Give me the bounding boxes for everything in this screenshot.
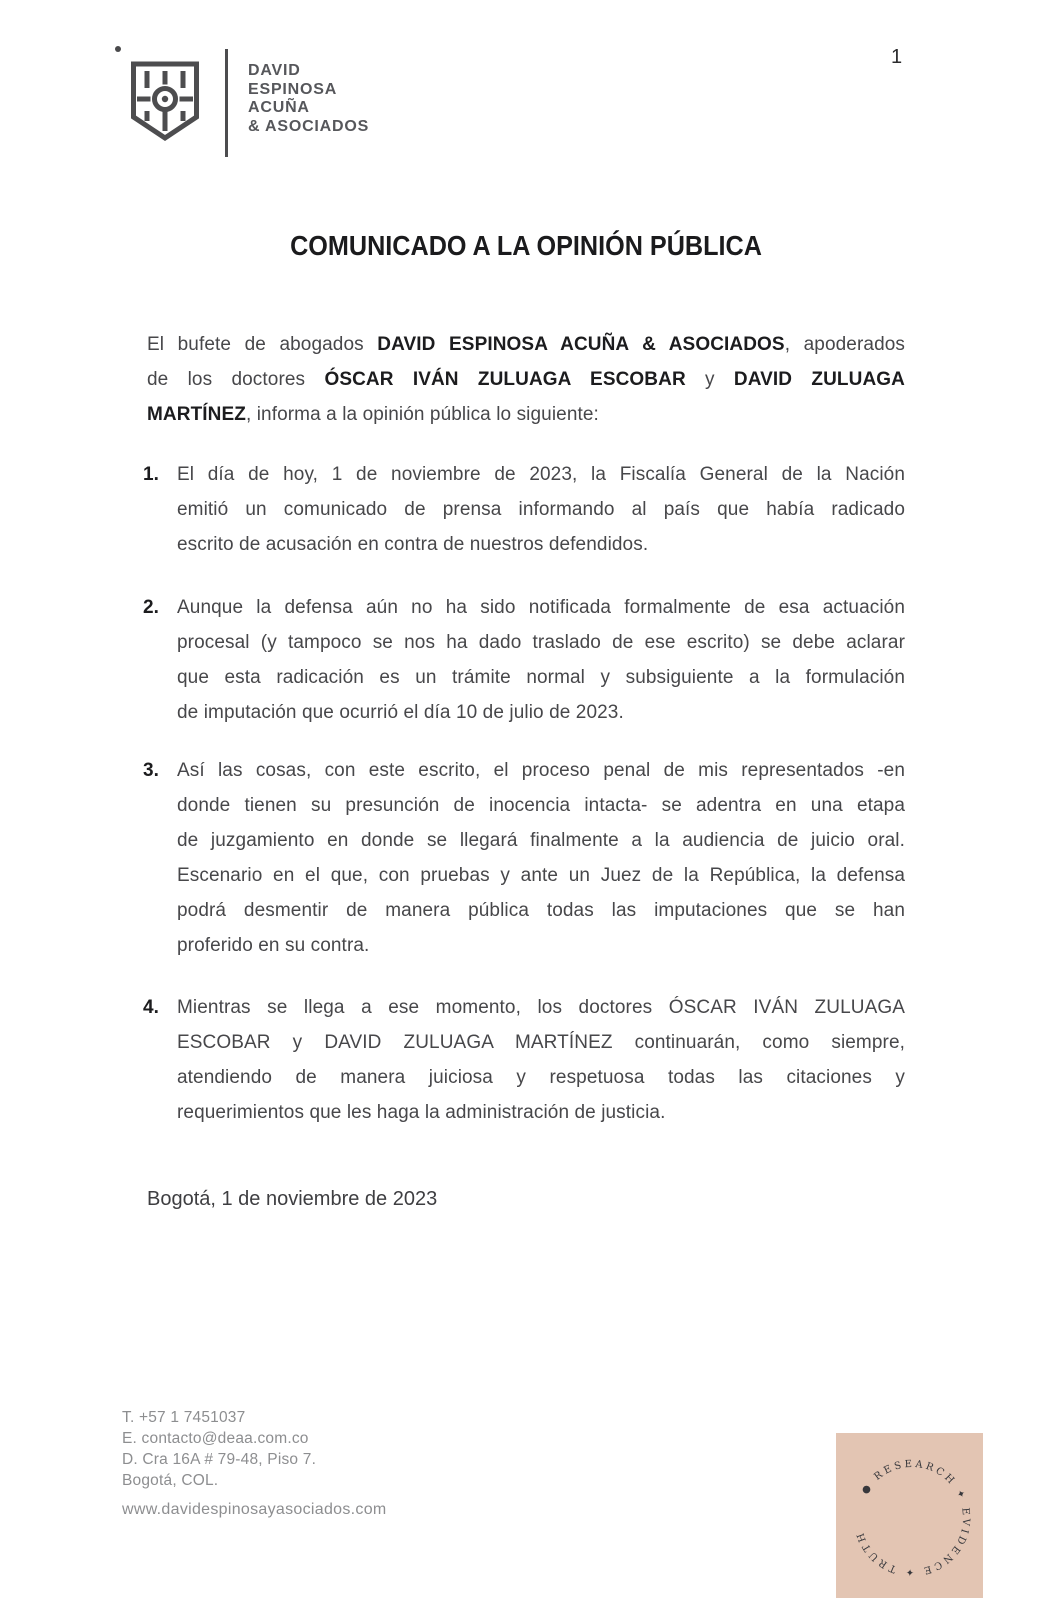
text-line: Mientras se llega a ese momento, los doctores ÓSCAR IVÁN ZULUAGA bbox=[177, 997, 905, 1018]
truth-research-evidence-stamp bbox=[836, 1433, 983, 1598]
footer-contact bbox=[122, 1407, 316, 1491]
list-item-number: 3. bbox=[143, 760, 159, 781]
text-line: atendiendo de manera juiciosa y respetuosa todas las citaciones y bbox=[177, 1067, 905, 1088]
text-line: proferido en su contra. bbox=[177, 935, 370, 956]
firm-name bbox=[248, 62, 369, 136]
text-line: procesal (y tampoco se nos ha dado traslado de ese escrito) se debe aclarar bbox=[177, 632, 905, 653]
text-line: donde tienen su presunción de inocencia intacta- se adentra en una etapa bbox=[177, 795, 905, 816]
footer-city: Bogotá, COL. bbox=[122, 1472, 219, 1489]
firm-name-line: & ASOCIADOS bbox=[248, 117, 370, 135]
text-line: MARTÍNEZ, informa a la opinión pública lo siguiente: bbox=[147, 404, 599, 425]
text-line: requerimientos que les haga la administración de justicia. bbox=[177, 1102, 666, 1123]
stamp-text: ● RESEARCH ✦ EVIDENCE ✦ TRUTH bbox=[854, 1458, 972, 1578]
document-title: COMUNICADO A LA OPINIÓN PÚBLICA bbox=[290, 230, 762, 261]
list-item-text bbox=[177, 753, 905, 963]
list-item-4 bbox=[143, 990, 905, 1130]
list-item-number: 1. bbox=[143, 464, 159, 485]
page-number: 1 bbox=[891, 46, 903, 68]
text-line: de los doctores ÓSCAR IVÁN ZULUAGA ESCOBAR y DAVID ZULUAGA bbox=[147, 369, 905, 390]
text-line: Aunque la defensa aún no ha sido notificada formalmente de esa actuación bbox=[177, 597, 905, 618]
footer-website: www.davidespinosayasociados.com bbox=[122, 1501, 387, 1518]
text-line: El bufete de abogados DAVID ESPINOSA ACUÑA & ASOCIADOS, apoderados bbox=[147, 334, 905, 355]
list-item-text bbox=[177, 457, 905, 562]
list-item-2 bbox=[143, 590, 905, 730]
corner-dot bbox=[115, 46, 121, 52]
text-line: Así las cosas, con este escrito, el proceso penal de mis representados -en bbox=[177, 760, 905, 781]
text-line: de juzgamiento en donde se llegará finalmente a la audiencia de juicio oral. bbox=[177, 830, 905, 851]
footer-phone: T. +57 1 7451037 bbox=[122, 1409, 246, 1426]
footer-address: D. Cra 16A # 79-48, Piso 7. bbox=[122, 1451, 317, 1468]
text-line: Escenario en el que, con pruebas y ante un Juez de la República, la defensa bbox=[177, 865, 905, 886]
firm-name-line: ACUÑA bbox=[248, 99, 310, 116]
intro-paragraph bbox=[147, 327, 905, 432]
text-line: El día de hoy, 1 de noviembre de 2023, la Fiscalía General de la Nación bbox=[177, 464, 905, 485]
list-item-number: 2. bbox=[143, 597, 159, 618]
text-line: ESCOBAR y DAVID ZULUAGA MARTÍNEZ continuarán, como siempre, bbox=[177, 1032, 905, 1053]
text-line: de imputación que ocurrió el día 10 de julio de 2023. bbox=[177, 702, 624, 723]
firm-name-line: ESPINOSA bbox=[248, 80, 338, 98]
text-line: escrito de acusación en contra de nuestros defendidos. bbox=[177, 534, 649, 555]
text-line: emitió un comunicado de prensa informando al país que había radicado bbox=[177, 499, 905, 520]
list-item-text bbox=[177, 990, 905, 1130]
firm-name-line: DAVID bbox=[248, 62, 301, 79]
text-line: que esta radicación es un trámite normal y subsiguiente a la formulación bbox=[177, 667, 905, 688]
shield-logo-icon bbox=[130, 61, 200, 141]
date-line: Bogotá, 1 de noviembre de 2023 bbox=[147, 1188, 438, 1210]
footer-email: E. contacto@deaa.com.co bbox=[122, 1430, 309, 1447]
list-item-1 bbox=[143, 457, 905, 562]
list-item-number: 4. bbox=[143, 997, 159, 1018]
list-item-3 bbox=[143, 753, 905, 963]
logo-divider bbox=[225, 49, 228, 157]
list-item-text bbox=[177, 590, 905, 730]
text-line: podrá desmentir de manera pública todas las imputaciones que se han bbox=[177, 900, 905, 921]
